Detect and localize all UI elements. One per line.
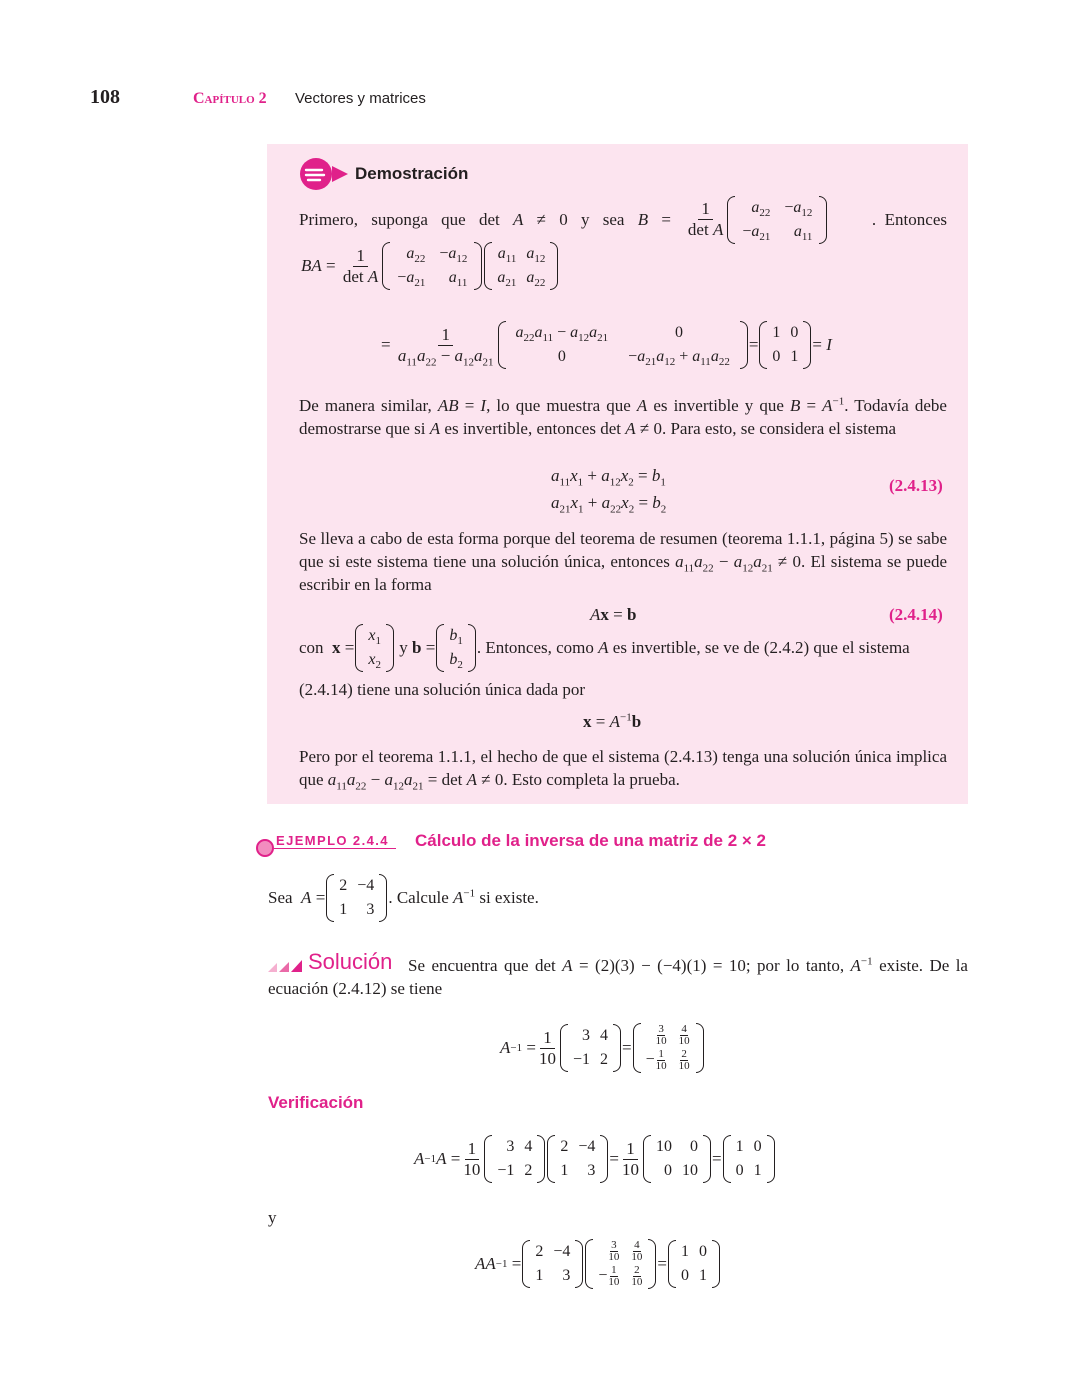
eq-Ax-b: Ax = b bbox=[590, 605, 637, 624]
chapter-label: Capítulo 2 bbox=[193, 90, 267, 107]
B-matrix: $a_{22}$ $-a_{12}$ $-a_{21}$ $a_{11}$ bbox=[726, 196, 828, 244]
x-vector: $x_1$ $x_2$ bbox=[354, 624, 395, 672]
one-over-detA: $\frac{1}{\text{det A}}$ bbox=[687, 199, 724, 239]
eq-label-2-4-14: (2.4.14) bbox=[889, 605, 943, 624]
proof-para-4: Pero por el teorema 1.1.1, el hecho de que el sistema (2.4.13) tenga una solución única implica que $a_{11}a_{22} - a_{12}a_{21} = \det A \ne 0$. Esto completa la prueba. bbox=[299, 747, 947, 793]
A-general-matrix: $a_{11}$ $a_{12}$ $a_{21}$ $a_{22}$ bbox=[483, 242, 559, 290]
example-rule bbox=[274, 848, 396, 849]
example-title: Cálculo de la inversa de una matriz de 2 × 2 bbox=[415, 831, 766, 850]
eq-x-inverse: $x = A^{-1}b$ bbox=[583, 711, 642, 731]
product-matrix: $a_{22}a_{11} - a_{12}a_{21}$ 0 0 $-a_{21}a_{12} + a_{11}a_{22}$ bbox=[497, 321, 749, 369]
verification-2: AA −1 = 2 −4 1 3 $\frac{3}{10}$ $\frac{4}{10}$ − $\frac{1}{10}$ $\frac{2}{10}$ = 1 0 0 1 bbox=[475, 1233, 721, 1295]
inverse-equation: A −1 = $\frac{1}{10}$ 3 4 −1 2 = $\frac{3}{10}$ $\frac{4}{10}$ − $\frac{1}{10}$ $\frac{2}{10}$ bbox=[500, 1016, 705, 1080]
verification-label: Verificación bbox=[268, 1093, 364, 1112]
adj-matrix: $a_{22}$ $-a_{12}$ $-a_{21}$ $a_{11}$ bbox=[381, 242, 483, 290]
proof-line-1: Primero, suponga que det A ≠ 0 y sea B = $\frac{1}{\text{det A}}$ $a_{22}$ $-a_{12}$ $-a_{21}$ $a_{11}$ . Entonces bbox=[299, 187, 947, 252]
example-label: EJEMPLO 2.4.4 bbox=[276, 833, 389, 848]
system-equations: $a_{11}x_1 + a_{12}x_2 = b_1$ $a_{21}x_1 + a_{22}x_2 = b_2$ bbox=[551, 466, 667, 516]
solution-label: Solución bbox=[308, 949, 393, 974]
proof-para-2: Se lleva a cabo de esta forma porque del teorema de resumen (teorema 1.1.1, página 5) se sabe que si este sistema tiene una solución única, entonces $a_{11}a_{22} - a_{12}a_{21} \ne 0$. El sistema se puede escribir en la forma bbox=[299, 529, 947, 594]
y-word: y bbox=[268, 1208, 277, 1227]
example-A-matrix: 2 −4 1 3 bbox=[325, 874, 388, 922]
inverse-matrix: $\frac{3}{10}$ $\frac{4}{10}$ − $\frac{1}{10}$ $\frac{2}{10}$ bbox=[632, 1023, 705, 1073]
identity-matrix: 1 0 0 1 bbox=[758, 321, 812, 369]
proof-para-1: De manera similar, AB = I, lo que muestra que A es invertible y que $B = A^{-1}$. Todavía debe demostrarse que si A es invertible, entonces det A ≠ 0. Para esto, se considera el sistema bbox=[299, 395, 947, 438]
eq-label-2-4-13: (2.4.13) bbox=[889, 476, 943, 495]
proof-para-3: (2.4.14) tiene una solución única dada por bbox=[299, 680, 586, 699]
example-bullet-icon bbox=[256, 839, 274, 857]
vectors-line: con x = $x_1$ $x_2$ y b = $b_1$ $b_2$ . Entonces, como A es invertible, se ve de (2.4.2) que el sistema bbox=[299, 619, 947, 677]
verification-1: A −1 A = $\frac{1}{10}$ 3 4 −1 2 2 −4 1 3 = $\frac{1}{10}$ 10 0 0 10 = 1 0 0 1 bbox=[414, 1130, 776, 1188]
BA-equation: BA = $\frac{1}{\text{det A}}$ $a_{22}$ $-a_{12}$ $-a_{21}$ $a_{11}$ $a_{11}$ $a_{12}$ $a_{21}$ $a_{22}$ bbox=[301, 236, 559, 296]
BA-result: = $\frac{1}{a_{11}a_{22} - a_{12}a_{21}}$ $a_{22}a_{11} - a_{12}a_{21}$ 0 0 $-a_{21}a_{12} + a_{11}a_{22}$ = 1 0 0 1 = I bbox=[381, 314, 832, 376]
adjugate-matrix: 3 4 −1 2 bbox=[559, 1024, 622, 1072]
b-vector: $b_1$ $b_2$ bbox=[435, 624, 477, 672]
chapter-title: Vectores y matrices bbox=[295, 90, 426, 107]
page-number: 108 bbox=[90, 86, 120, 108]
example-statement: Sea A = 2 −4 1 3 . Calcule $A^{-1}$ si existe. bbox=[268, 872, 539, 924]
solution-text: Se encuentra que det A = (2)(3) − (−4)(1) = 10; por lo tanto, $A^{-1}$ existe. De la ecuación (2.4.12) se tiene bbox=[268, 955, 968, 998]
proof-heading: Demostración bbox=[355, 164, 469, 183]
